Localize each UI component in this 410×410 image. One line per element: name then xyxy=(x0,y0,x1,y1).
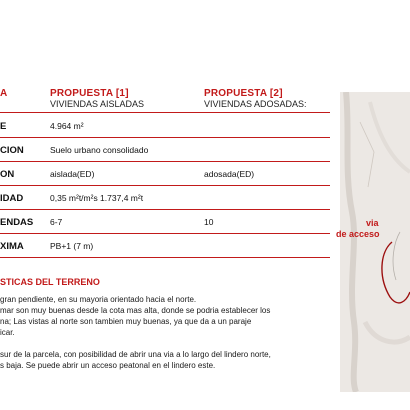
row-value-proposal-1: aislada(ED) xyxy=(50,169,95,179)
table-header-left: A xyxy=(0,88,8,99)
row-divider xyxy=(0,137,330,138)
row-value-proposal-1: PB+1 (7 m) xyxy=(50,241,94,251)
via-label-line1: via xyxy=(366,218,379,228)
row-divider xyxy=(0,185,330,186)
row-label: XIMA xyxy=(0,241,24,252)
table-row xyxy=(0,116,330,138)
table-row xyxy=(0,188,330,210)
row-divider xyxy=(0,233,330,234)
header-divider xyxy=(0,112,330,113)
row-label: ON xyxy=(0,169,15,180)
row-label: E xyxy=(0,121,7,132)
paragraph-line: sur de la parcela, con posibilidad de abrir una via a lo largo del lindero norte, xyxy=(0,350,271,359)
row-value-proposal-1: 6-7 xyxy=(50,217,63,227)
paragraph-line: icar. xyxy=(0,328,15,337)
paragraph-line: na; Las vistas al norte son tambien muy buenas, ya que da a un paraje xyxy=(0,317,252,326)
table-row xyxy=(0,164,330,186)
row-value-proposal-1: Suelo urbano consolidado xyxy=(50,145,149,155)
row-value-proposal-2: 10 xyxy=(204,217,214,227)
paragraph-line: mar son muy buenas desde la cota mas alta, donde se podria establecer los xyxy=(0,306,271,315)
row-value-proposal-1: 4.964 m² xyxy=(50,121,84,131)
paragraph-line: s baja. Se puede abrir un acceso peatonal en el lindero este. xyxy=(0,361,216,370)
table-row xyxy=(0,140,330,162)
row-label: ENDAS xyxy=(0,217,34,228)
row-divider xyxy=(0,209,330,210)
paragraph-line: gran pendiente, en su mayoria orientado hacia el norte. xyxy=(0,295,197,304)
row-divider xyxy=(0,161,330,162)
site-map-drawing xyxy=(340,92,410,392)
column-subtitle-proposal-1: VIVIENDAS AISLADAS xyxy=(50,99,145,109)
column-subtitle-proposal-2: VIVIENDAS ADOSADAS: xyxy=(204,99,307,109)
column-title-proposal-1: PROPUESTA [1] xyxy=(50,88,129,99)
column-title-proposal-2: PROPUESTA [2] xyxy=(204,88,283,99)
row-divider xyxy=(0,257,330,258)
row-label: CION xyxy=(0,145,24,156)
via-label-line2: de acceso xyxy=(336,229,380,239)
site-map xyxy=(340,92,410,392)
table-row xyxy=(0,236,330,258)
row-value-proposal-1: 0,35 m²t/m²s 1.737,4 m²t xyxy=(50,193,144,203)
section-title: STICAS DEL TERRENO xyxy=(0,277,100,287)
row-label: IDAD xyxy=(0,193,24,204)
row-value-proposal-2: adosada(ED) xyxy=(204,169,255,179)
table-row xyxy=(0,212,330,234)
